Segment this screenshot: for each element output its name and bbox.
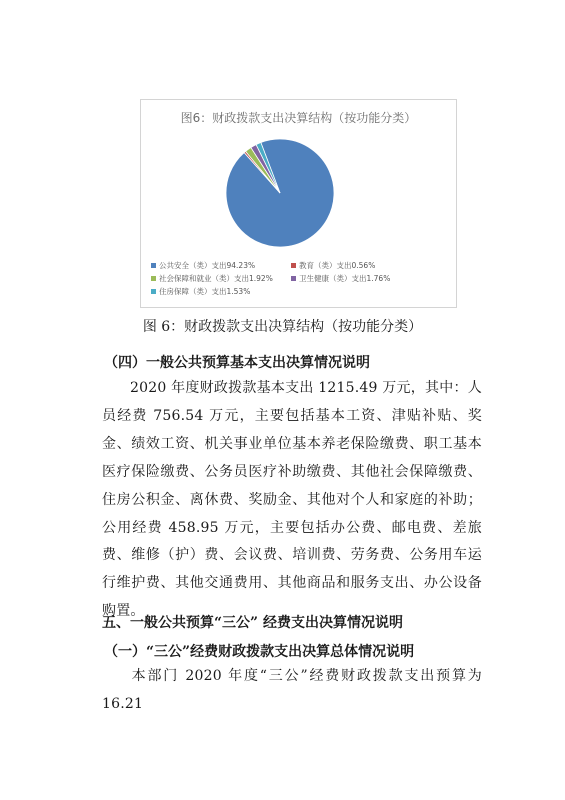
legend-item-public-security (151, 260, 291, 271)
section-paragraph (102, 375, 482, 626)
paragraph-text: 本部门 2020 年度“三公”经费财政拨款支出预算为 16.21 (102, 668, 482, 712)
legend-item-social-security (151, 273, 291, 284)
paragraph-text: 2020 年度财政拨款基本支出 1215.49 万元，其中：人员经费 756.54 万元，主要包括基本工资、津贴补贴、奖金、绩效工资、机关事业单位基本养老保险缴费、职工基本医疗保险缴费、公务员医疗补助缴费、其他社会保障缴费、住房公积金、离休费、奖励金、其他对个人和家庭的补助；公用经费 458.95 万元，主要包括办公费、邮电费、差旅费、维修（护）费、会议费、培训费、劳务费、公务用车运行维护费、其他交通费用、其他商品和服务支出、办公设备购置。 (102, 380, 482, 620)
figure-caption: 图 6：财政拨款支出决算结构（按功能分类） (142, 319, 423, 335)
pie-chart (140, 99, 457, 308)
legend-label: 公共安全（类）支出94.23% (159, 261, 256, 270)
legend-swatch (291, 276, 296, 281)
sub-heading: （一）“三公”经费财政拨款支出决算总体情况说明 (104, 644, 415, 660)
legend-swatch (291, 263, 296, 268)
legend-swatch (151, 289, 156, 294)
legend-label: 社会保障和就业（类）支出1.92% (159, 274, 273, 283)
chart-legend (151, 259, 451, 298)
section-paragraph (102, 663, 482, 719)
legend-item-education (291, 260, 431, 271)
legend-label: 住房保障（类）支出1.53% (159, 287, 251, 296)
legend-item-housing (151, 286, 291, 297)
legend-label: 教育（类）支出0.56% (299, 261, 376, 270)
legend-swatch (151, 263, 156, 268)
pie-plot (225, 138, 335, 248)
legend-item-health (291, 273, 431, 284)
section-heading: 五、一般公共预算“三公” 经费支出决算情况说明 (102, 615, 403, 631)
section-heading: （四）一般公共预算基本支出决算情况说明 (104, 355, 370, 371)
chart-title: 图6：财政拨款支出决算结构（按功能分类） (180, 111, 417, 125)
legend-label: 卫生健康（类）支出1.76% (299, 274, 391, 283)
legend-swatch (151, 276, 156, 281)
